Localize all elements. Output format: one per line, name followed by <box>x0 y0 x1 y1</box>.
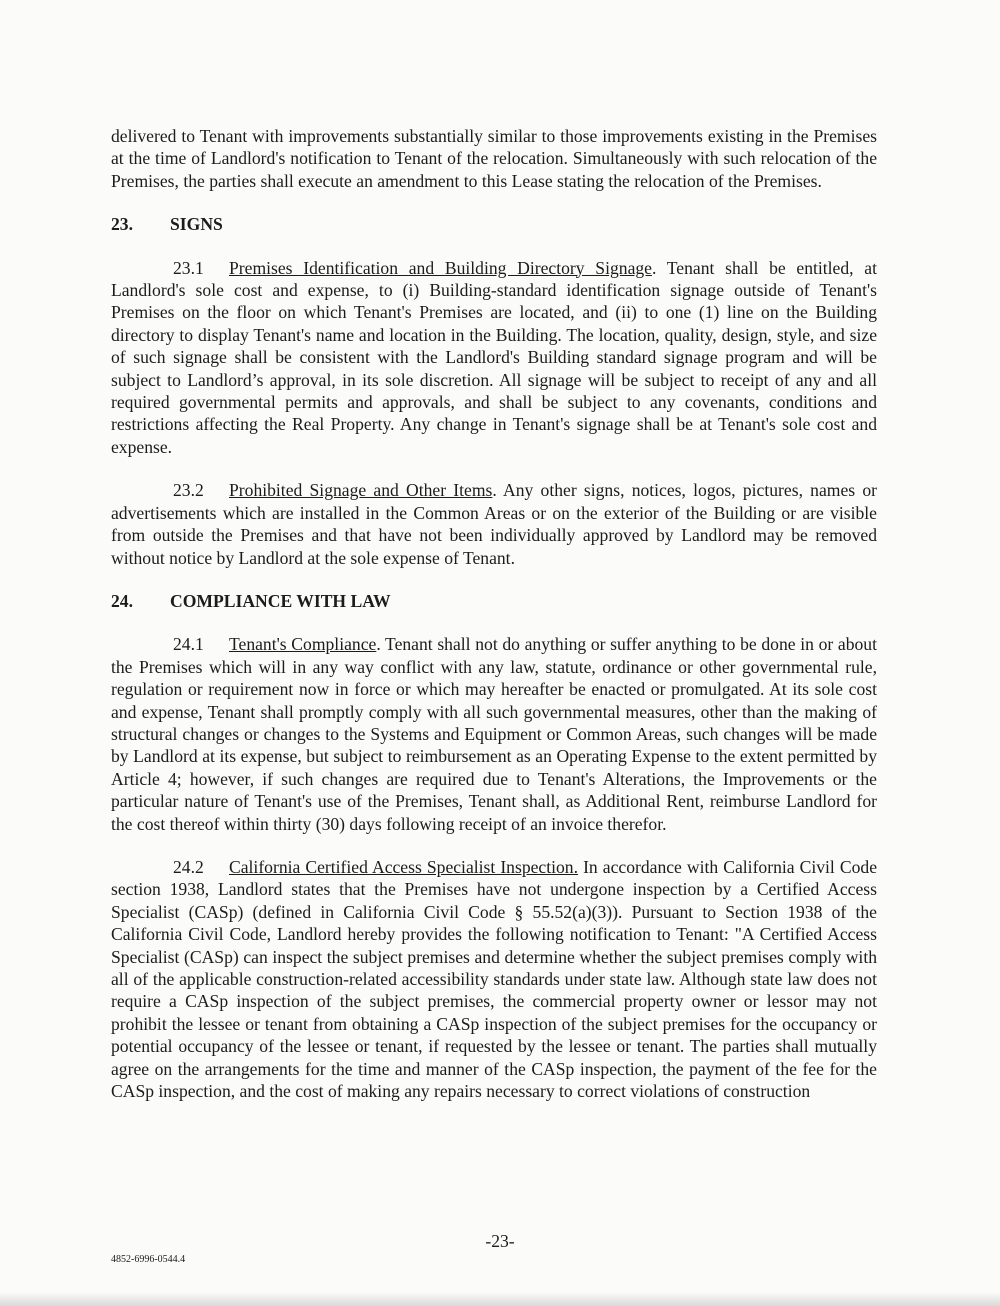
subsection-heading: Prohibited Signage and Other Items <box>229 480 493 501</box>
subsection-number: 23.1 <box>173 257 204 278</box>
subsection-23-1 <box>111 257 877 459</box>
subsection-24-2 <box>111 856 877 1102</box>
subsection-body: . Any other signs, notices, logos, pictures, names or advertisements which are installed in the Common Areas or on the exterior of the Building or are visible from outside the Premises and that have not been individually approved by Landlord may be removed without notice by Landlord at the sole expense of Tenant. <box>111 480 877 568</box>
subsection-number: 24.2 <box>173 856 204 877</box>
subsection-body: . Tenant shall be entitled, at Landlord's sole cost and expense, to (i) Building-standard identification signage outside of Tenant's Premises on the floor on which Tenant's Premises are located, and (ii) to one (1) line on the Building directory to display Tenant's name and location in the Building. The location, quality, design, style, and size of such signage shall be consistent with the Landlord's Building standard signage program and will be subject to Landlord’s approval, in its sole discretion. All signage will be subject to receipt of any and all required governmental permits and approvals, and shall be subject to any covenants, conditions and restrictions affecting the Real Property. Any change in Tenant's signage shall be at Tenant's sole cost and expense. <box>111 257 877 457</box>
subsection-number: 23.2 <box>173 480 204 501</box>
document-body <box>111 125 877 1102</box>
subsection-24-1 <box>111 633 877 835</box>
subsection-23-2 <box>111 479 877 569</box>
intro-paragraph: delivered to Tenant with improvements substantially similar to those improvements existing in the Premises at the time of Landlord's notification to Tenant of the relocation. Simultaneously with such relocation of the Premises, the parties shall execute an amendment to this Lease stating the relocation of the Premises. <box>111 126 877 191</box>
section-number: 23. <box>111 214 133 235</box>
subsection-heading: California Certified Access Specialist Inspection. <box>229 856 579 877</box>
subsection-body: In accordance with California Civil Code section 1938, Landlord states that the Premises have not undergone inspection by a Certified Access Specialist (CASp) (defined in California Civil Code § 55.52(a)(3)). Pursuant to Section 1938 of the California Civil Code, Landlord hereby provides the following notification to Tenant: "A Certified Access Specialist (CASp) can inspect the subject premises and determine whether the subject premises comply with all of the applicable construction-related accessibility standards under state law. Although state law does not require a CASp inspection of the subject premises, the commercial property owner or lessor may not prohibit the lessee or tenant from obtaining a CASp inspection of the subject premises for the occupancy or potential occupancy of the lessee or tenant, if requested by the lessee or tenant. The parties shall mutually agree on the arrangements for the time and manner of the CASp inspection, the payment of the fee for the CASp inspection, and the cost of making any repairs necessary to correct violations of construction <box>111 856 878 1102</box>
subsection-heading: Premises Identification and Building Directory Signage <box>229 257 652 278</box>
section-title: SIGNS <box>170 214 223 235</box>
subsection-number: 24.1 <box>173 634 204 655</box>
subsection-heading: Tenant's Compliance <box>229 634 377 655</box>
page-edge <box>0 1292 1000 1306</box>
section-heading-24 <box>111 590 877 612</box>
document-id: 4852-6996-0544.4 <box>111 1254 186 1265</box>
subsection-body: . Tenant shall not do anything or suffer anything to be done in or about the Premises which will in any way conflict with any law, statute, ordinance or other governmental rule, regulation or requirement now in force or which may hereafter be enacted or promulgated. At its sole cost and expense, Tenant shall promptly comply with all such governmental measures, other than the making of structural changes or changes to the Systems and Equipment or Common Areas, such changes will be made by Landlord at its expense, but subject to reimbursement as an Operating Expense to the extent permitted by Article 4; however, if such changes are required due to Tenant's Alterations, the Improvements or the particular nature of Tenant's use of the Premises, Tenant shall, as Additional Rent, reimburse Landlord for the cost thereof within thirty (30) days following receipt of an invoice therefor. <box>111 634 877 834</box>
section-heading-23 <box>111 213 877 235</box>
page-number: -23- <box>485 1231 515 1251</box>
section-title: COMPLIANCE WITH LAW <box>170 590 391 611</box>
section-number: 24. <box>111 590 133 611</box>
